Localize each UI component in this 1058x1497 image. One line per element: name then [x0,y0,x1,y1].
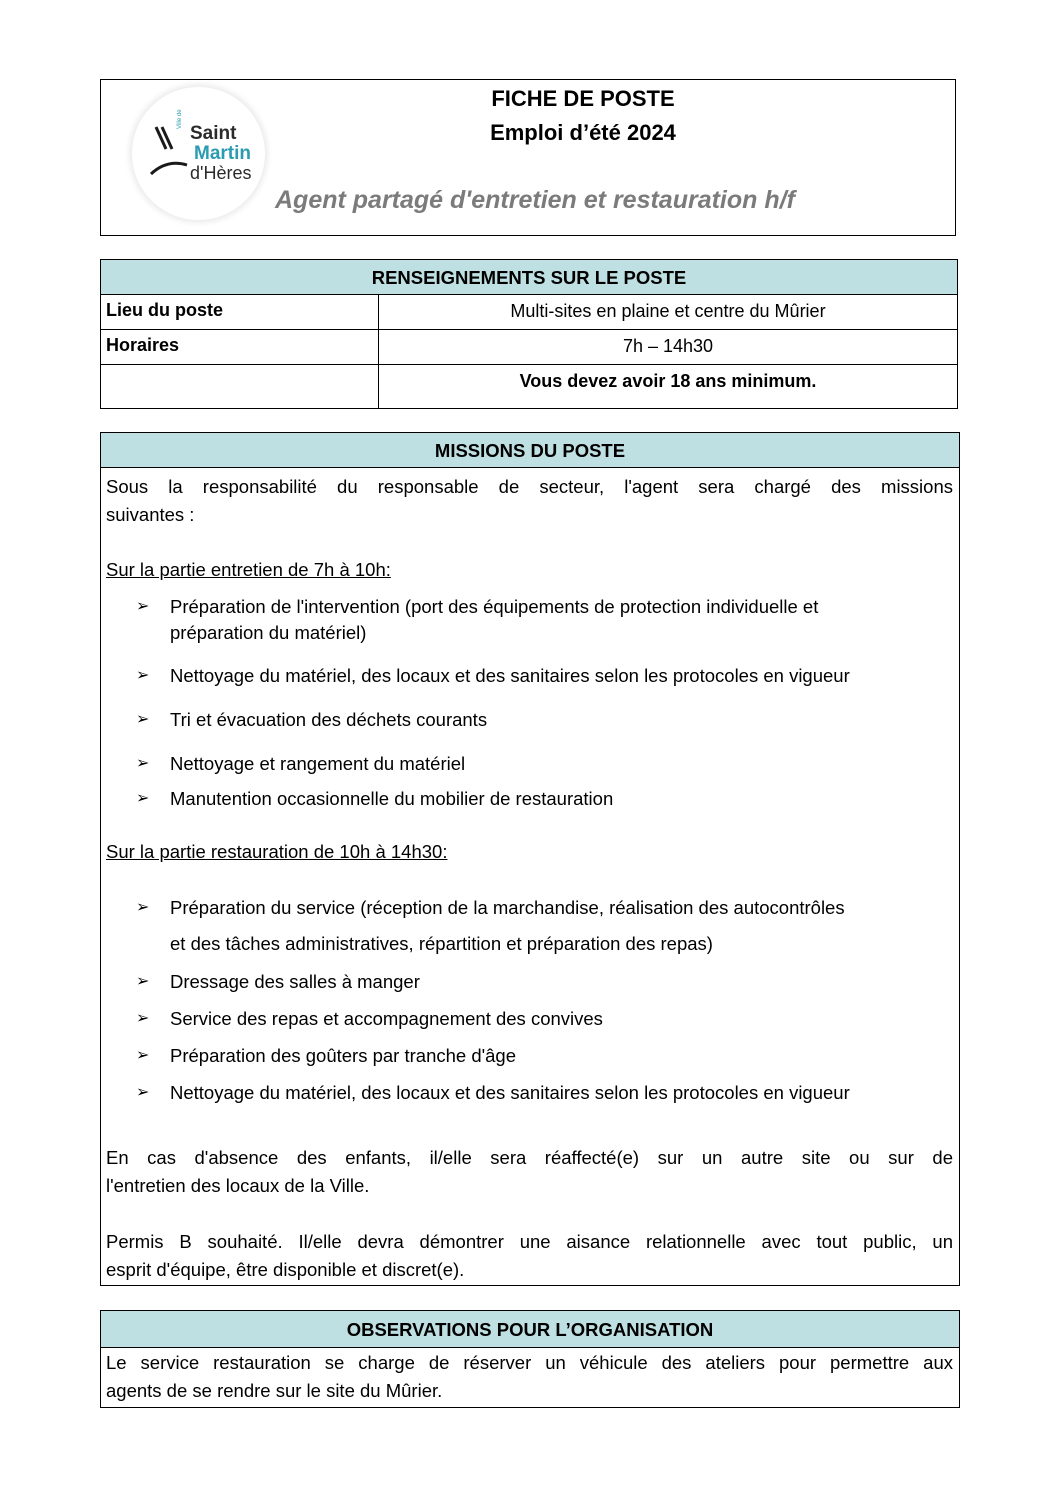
table-row [101,295,957,330]
list-item-line1: Dressage des salles à manger [170,971,420,992]
arrow-bullet-icon: ➢ [136,899,150,916]
list-item-line1: Nettoyage du matériel, des locaux et des sanitaires selon les protocoles en vigueur [170,665,850,686]
permis-line2: esprit d'équipe, être disponible et discret(e). [106,1259,465,1280]
logo-line-saint: Saint [190,123,237,144]
renseignements-table [100,259,958,409]
arrow-bullet-icon: ➢ [136,711,150,728]
arrow-bullet-icon: ➢ [136,667,150,684]
list-item-line1: Nettoyage et rangement du matériel [170,753,466,774]
arrow-bullet-icon: ➢ [136,790,150,807]
row-value: Multi-sites en plaine et centre du Mûrier [378,295,957,329]
row-label: Lieu du poste [106,300,223,320]
list-item-line1: Tri et évacuation des déchets courants [170,709,488,730]
list-item-line1: Manutention occasionnelle du mobilier de restauration [170,788,614,809]
missions-section [100,432,960,1286]
arrow-bullet-icon: ➢ [136,598,150,615]
list-item-line1: Nettoyage du matériel, des locaux et des sanitaires selon les protocoles en vigueur [170,1082,850,1103]
renseignements-heading: RENSEIGNEMENTS SUR LE POSTE [101,260,957,295]
logo-line-martin: Martin [194,143,251,164]
list-item-line1: Préparation de l'intervention (port des équipements de protection individuelle et [170,596,819,617]
observations-line1: Le service restauration se charge de réserver un véhicule des ateliers pour permettre aux [106,1352,953,1373]
arrow-bullet-icon: ➢ [136,1084,150,1101]
job-title: Agent partagé d'entretien et restauration h/f [275,186,795,214]
restauration-title: Sur la partie restauration de 10h à 14h30: [106,841,448,862]
row-value: 7h – 14h30 [378,330,957,364]
observations-section [100,1310,960,1408]
absence-line1: En cas d'absence des enfants, il/elle sera réaffecté(e) sur un autre site ou sur de [106,1147,953,1168]
list-item-line2: préparation du matériel) [170,622,367,643]
logo-line-dheres: d'Hères [190,163,252,183]
list-item-line1: Préparation du service (réception de la marchandise, réalisation des autocontrôles [170,897,845,918]
permis-line1: Permis B souhaité. Il/elle devra démontrer une aisance relationnelle avec tout public, un [106,1231,953,1252]
missions-heading: MISSIONS DU POSTE [101,433,959,468]
document-subtitle: Emploi d’été 2024 [490,120,676,145]
list-item-line1: Préparation des goûters par tranche d'âge [170,1045,517,1066]
table-row [101,365,957,408]
row-label: Horaires [106,335,180,355]
absence-line2: l'entretien des locaux de la Ville. [106,1175,370,1196]
missions-intro-line1: Sous la responsabilité du responsable de secteur, l'agent sera chargé des missions [106,476,953,497]
list-item-line1: Service des repas et accompagnement des convives [170,1008,603,1029]
arrow-bullet-icon: ➢ [136,1047,150,1064]
table-row [101,330,957,365]
document-title: FICHE DE POSTE [491,86,675,111]
observations-line2: agents de se rendre sur le site du Mûrier. [106,1380,443,1401]
arrow-bullet-icon: ➢ [136,1010,150,1027]
row-value: Vous devez avoir 18 ans minimum. [378,365,957,408]
document-header [100,79,956,236]
list-item-line2: et des tâches administratives, répartition et préparation des repas) [170,933,713,954]
missions-intro-line2: suivantes : [106,504,195,525]
entretien-title: Sur la partie entretien de 7h à 10h: [106,559,391,580]
arrow-bullet-icon: ➢ [136,755,150,772]
observations-heading: OBSERVATIONS POUR L’ORGANISATION [101,1311,959,1348]
logo-ville-de: Ville de [177,109,183,129]
arrow-bullet-icon: ➢ [136,973,150,990]
